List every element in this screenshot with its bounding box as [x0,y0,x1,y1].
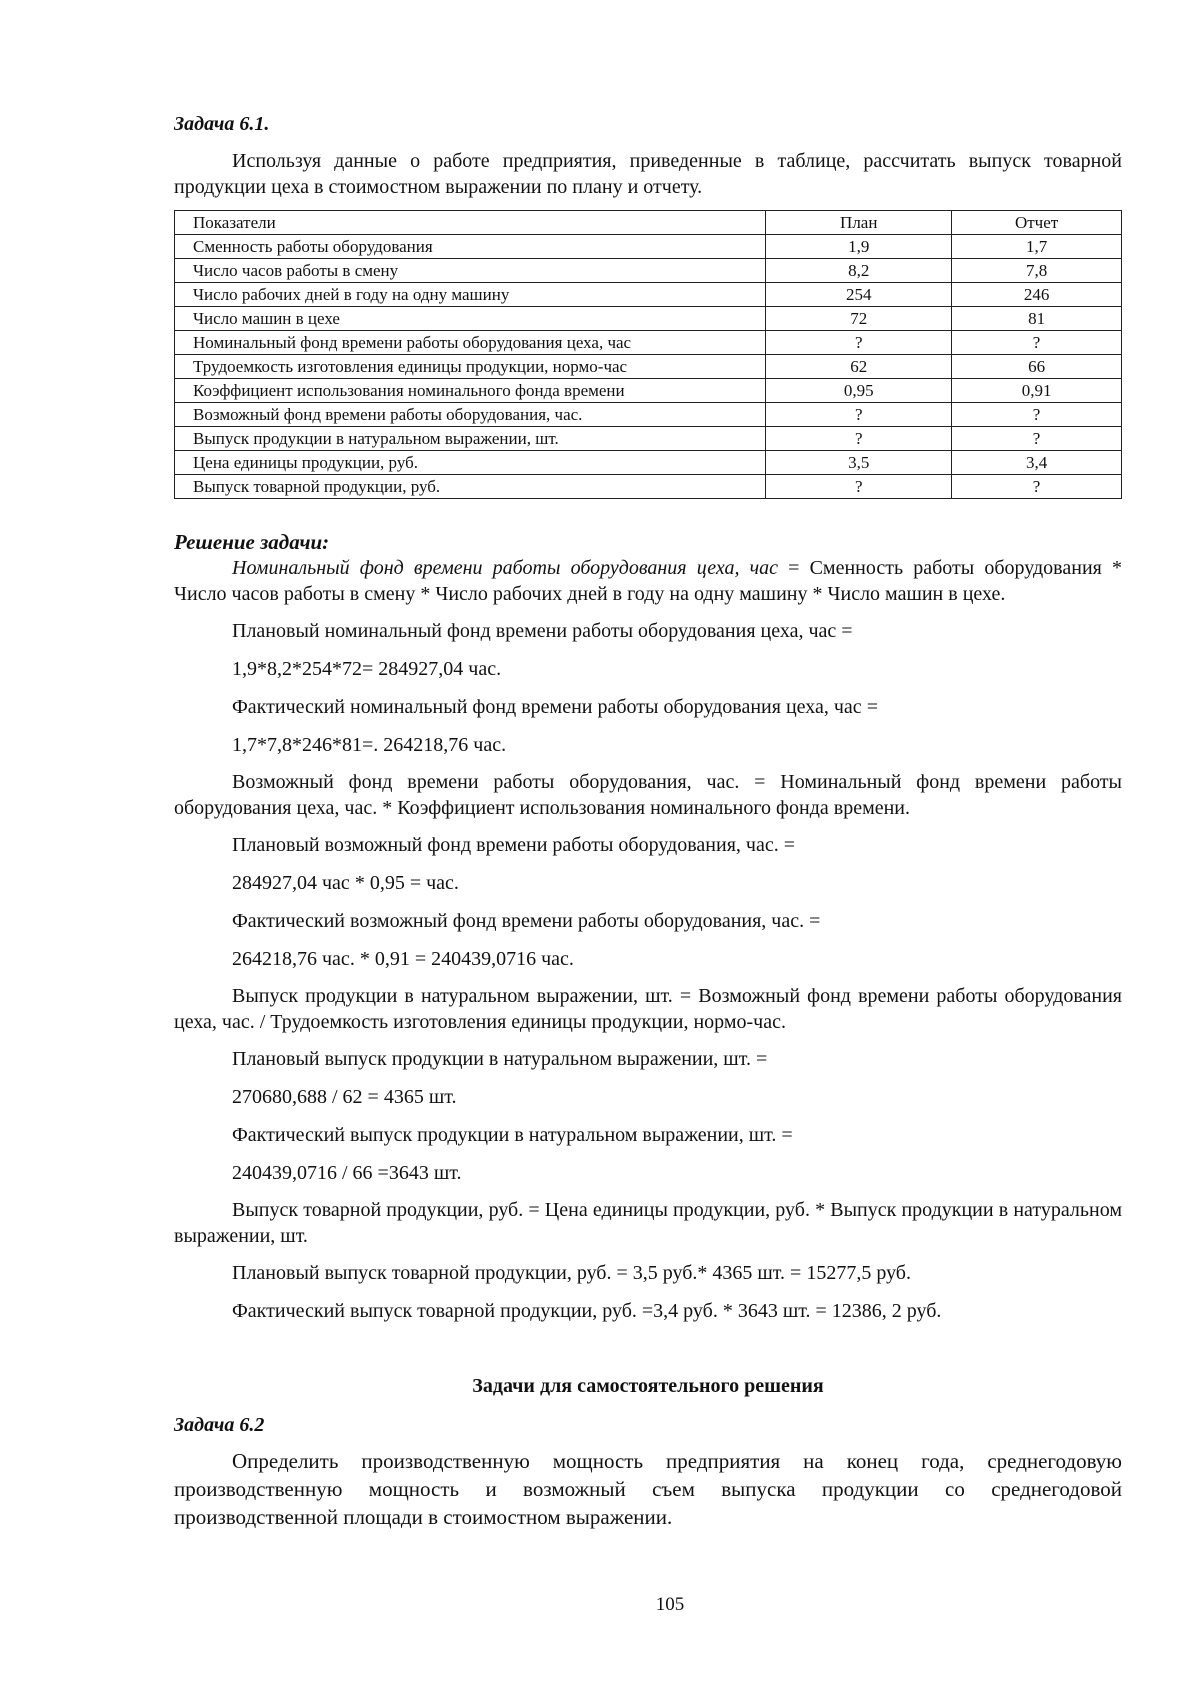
solution-title: Решение задачи: [174,530,330,554]
row-plan: 0,95 [766,379,952,403]
task-intro: Используя данные о работе предприятия, приведенные в таблице, рассчитать выпуск товарной продукции цеха в стоимостном выражении по плану и отчету. [174,150,1122,198]
row-report: 0,91 [952,379,1122,403]
row-plan: 254 [766,283,952,307]
row-label: Коэффициент использования номинального фонда времени [175,379,766,403]
calc-line: Плановый номинальный фонд времени работы оборудования цеха, час = [232,620,853,642]
row-label: Число рабочих дней в году на одну машину [175,283,766,307]
calc-line: Фактический номинальный фонд времени работы оборудования цеха, час = [232,696,878,718]
calc-line: Плановый выпуск продукции в натуральном выражении, шт. = [232,1048,768,1070]
row-plan: 1,9 [766,235,952,259]
row-plan: 3,5 [766,451,952,475]
calc-line: 284927,04 час * 0,95 = час. [232,872,459,894]
table-row [175,451,1122,475]
table-row [175,307,1122,331]
row-plan: 8,2 [766,259,952,283]
row-plan: ? [766,403,952,427]
definition-term: Номинальный фонд времени работы оборудования цеха, час [232,557,779,579]
table-row [175,475,1122,499]
table-row [175,283,1122,307]
definition-possible-fund: Возможный фонд времени работы оборудования, час. = Номинальный фонд времени работы оборудования цеха, час. * Коэффициент использования номинального фонда времени. [174,771,1122,819]
row-report: 81 [952,307,1122,331]
definition-nominal-fund [174,555,1122,607]
row-report: ? [952,475,1122,499]
calc-line: 264218,76 час. * 0,91 = 240439,0716 час. [232,948,574,970]
calc-line: Плановый возможный фонд времени работы оборудования, час. = [232,834,795,856]
row-report: 3,4 [952,451,1122,475]
table-row [175,235,1122,259]
row-label: Выпуск товарной продукции, руб. [175,475,766,499]
header-report: Отчет [952,211,1122,235]
row-label: Выпуск продукции в натуральном выражении, шт. [175,427,766,451]
document-page [174,112,1122,1531]
row-report: 1,7 [952,235,1122,259]
calc-line: 1,7*7,8*246*81=. 264218,76 час. [232,734,507,756]
page-number: 105 [655,1594,685,1615]
table-row [175,355,1122,379]
table-header-row [175,211,1122,235]
table-row [175,403,1122,427]
row-plan: 62 [766,355,952,379]
calc-line: 270680,688 / 62 = 4365 шт. [232,1086,457,1108]
row-label: Число машин в цехе [175,307,766,331]
row-report: ? [952,331,1122,355]
calc-line: Фактический выпуск товарной продукции, руб. =3,4 руб. * 3643 шт. = 12386, 2 руб. [232,1300,942,1322]
row-plan: 72 [766,307,952,331]
table-row [175,331,1122,355]
task-title: Задача 6.1. [174,113,270,135]
definition-formula: = Сменность работы оборудования * Число часов работы в смену * Число рабочих дней в году на одну машину * Число машин в цехе. [174,557,1122,605]
calc-line: 240439,0716 / 66 =3643 шт. [232,1162,462,1184]
table-row [175,427,1122,451]
row-report: ? [952,427,1122,451]
calc-line: Плановый выпуск товарной продукции, руб. = 3,5 руб.* 4365 шт. = 15277,5 руб. [232,1262,911,1284]
row-report: 246 [952,283,1122,307]
row-report: 66 [952,355,1122,379]
row-label: Число часов работы в смену [175,259,766,283]
header-indicators: Показатели [175,211,766,235]
section-heading: Задачи для самостоятельного решения [472,1375,824,1397]
table-row [175,259,1122,283]
definition-output-value: Выпуск товарной продукции, руб. = Цена единицы продукции, руб. * Выпуск продукции в натуральном выражении, шт. [174,1199,1122,1247]
row-plan: ? [766,331,952,355]
calc-line: Фактический возможный фонд времени работы оборудования, час. = [232,910,821,932]
table-row [175,379,1122,403]
calc-line: 1,9*8,2*254*72= 284927,04 час. [232,658,502,680]
row-report: 7,8 [952,259,1122,283]
row-plan: ? [766,475,952,499]
row-label: Номинальный фонд времени работы оборудования цеха, час [175,331,766,355]
calc-line: Фактический выпуск продукции в натуральном выражении, шт. = [232,1124,793,1146]
row-report: ? [952,403,1122,427]
header-plan: План [766,211,952,235]
row-label: Сменность работы оборудования [175,235,766,259]
definition-output-natural: Выпуск продукции в натуральном выражении, шт. = Возможный фонд времени работы оборудования цеха, час. / Трудоемкость изготовления единицы продукции, нормо-час. [174,985,1122,1033]
row-plan: ? [766,427,952,451]
data-table [174,210,1122,499]
row-label: Возможный фонд времени работы оборудования, час. [175,403,766,427]
task2-text: Определить производственную мощность предприятия на конец года, среднегодовую производственную мощность и возможный съем выпуска продукции со среднегодовой производственной площади в стоимостном выражении. [174,1449,1122,1529]
task2-title: Задача 6.2 [174,1414,265,1436]
row-label: Цена единицы продукции, руб. [175,451,766,475]
row-label: Трудоемкость изготовления единицы продукции, нормо-час [175,355,766,379]
